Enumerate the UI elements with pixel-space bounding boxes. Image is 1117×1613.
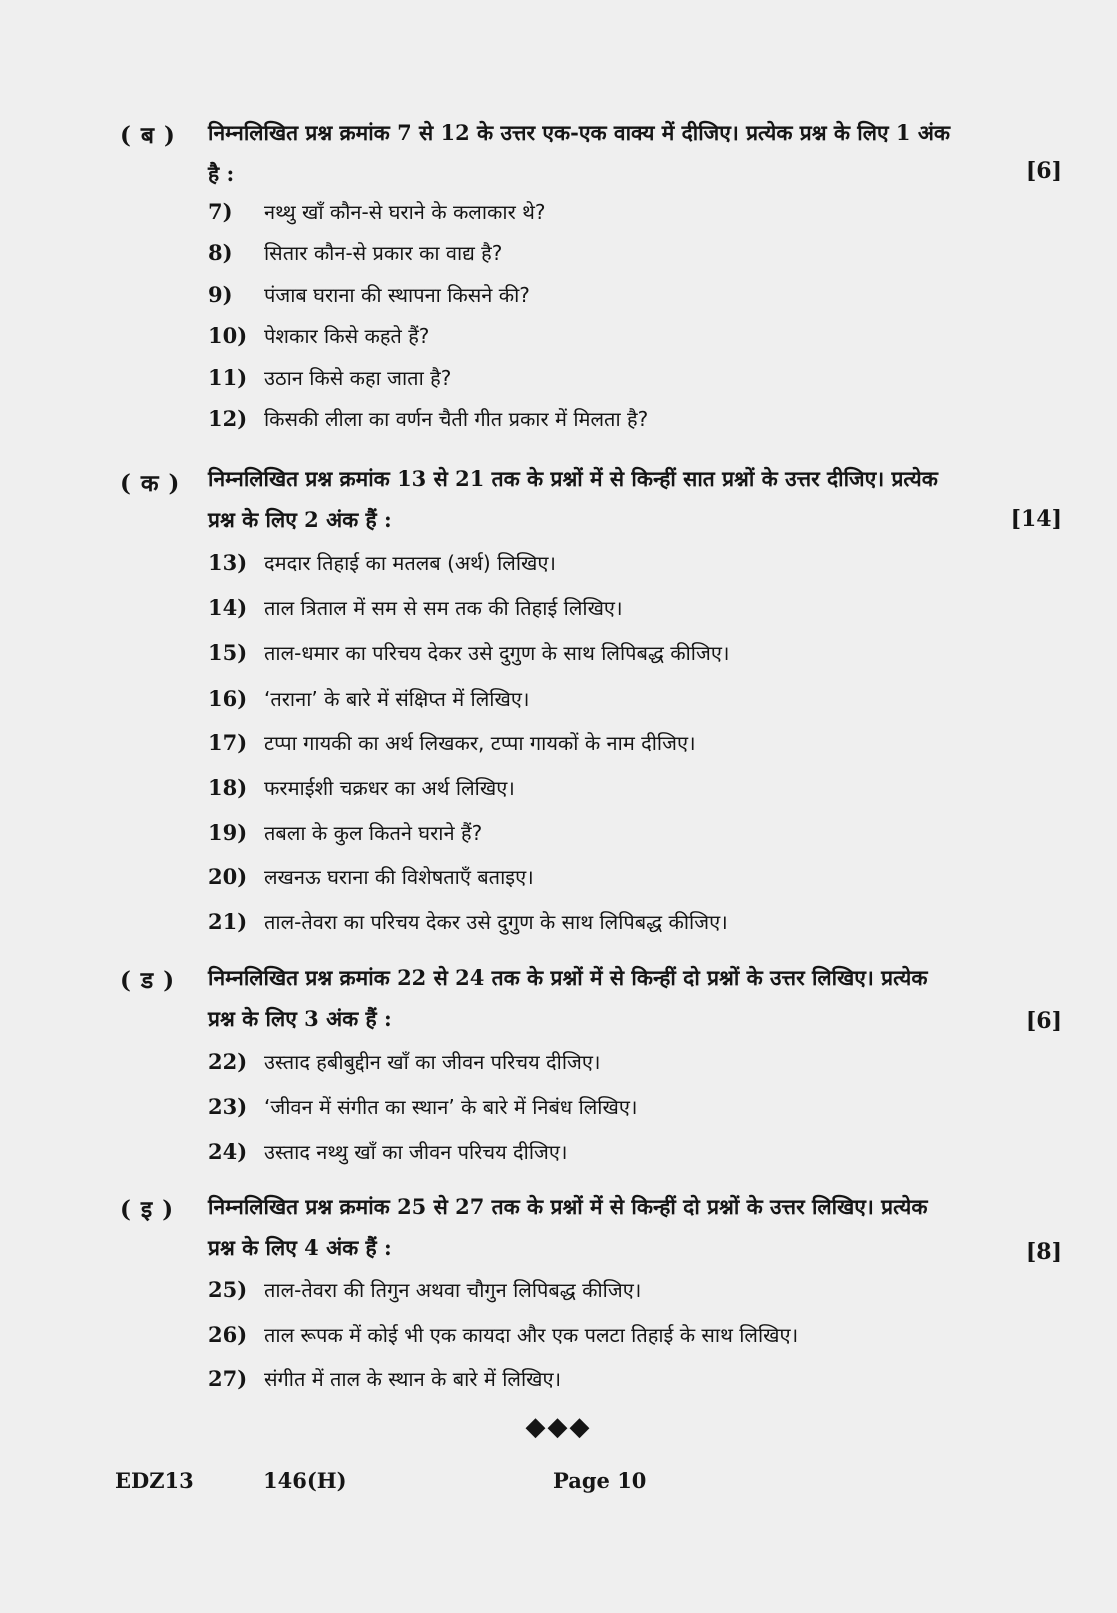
question-number: 12) xyxy=(208,406,248,431)
question-text: किसकी लीला का वर्णन चैती गीत प्रकार में मिलता है? xyxy=(264,407,649,431)
section-marks: [6] xyxy=(1025,158,1062,184)
question-15 xyxy=(208,638,1068,668)
question-17 xyxy=(208,728,1068,758)
question-16 xyxy=(208,684,1068,714)
question-text: ‘तराना’ के बारे में संक्षिप्त में लिखिए। xyxy=(264,687,530,711)
question-number: 10) xyxy=(208,323,248,348)
section-label: ( ब ) xyxy=(120,122,176,149)
end-marker: ◆◆◆ xyxy=(525,1412,592,1442)
question-20 xyxy=(208,862,1068,892)
question-text: टप्पा गायकी का अर्थ लिखकर, टप्पा गायकों के नाम दीजिए। xyxy=(264,731,696,755)
question-text: दमदार तिहाई का मतलब (अर्थ) लिखिए। xyxy=(264,551,557,575)
question-number: 8) xyxy=(208,240,233,265)
section-marks: [14] xyxy=(1010,506,1062,532)
question-19 xyxy=(208,818,1068,848)
question-number: 27) xyxy=(208,1366,248,1391)
question-text: उस्ताद हबीबुद्दीन खाँ का जीवन परिचय दीजिए। xyxy=(264,1050,601,1074)
question-13 xyxy=(208,548,1068,578)
question-text: तबला के कुल कितने घराने हैं? xyxy=(264,821,483,845)
footer-paper: 146(H) xyxy=(263,1468,347,1493)
question-text: संगीत में ताल के स्थान के बारे में लिखिए। xyxy=(264,1367,562,1391)
question-21 xyxy=(208,907,1068,937)
section-instruction: निम्नलिखित प्रश्न क्रमांक 22 से 24 तक के प्रश्नों में से किन्हीं दो प्रश्नों के उत्तर लिखिए। प्रत्येक प्रश्न के लिए 3 अंक हैं : xyxy=(208,965,928,1031)
question-text: सितार कौन-से प्रकार का वाद्य है? xyxy=(264,241,503,265)
question-24 xyxy=(208,1137,1068,1167)
question-text: ताल-तेवरा की तिगुन अथवा चौगुन लिपिबद्ध कीजिए। xyxy=(264,1278,642,1302)
question-9 xyxy=(208,280,1068,310)
question-14 xyxy=(208,593,1068,623)
question-23 xyxy=(208,1092,1068,1122)
question-number: 14) xyxy=(208,595,248,620)
section-label: ( इ ) xyxy=(120,1196,175,1223)
section-marks: [8] xyxy=(1025,1239,1062,1265)
question-text: नथ्थु खाँ कौन-से घराने के कलाकार थे? xyxy=(264,200,546,224)
question-number: 26) xyxy=(208,1322,248,1347)
question-18 xyxy=(208,773,1068,803)
section-marks: [6] xyxy=(1025,1008,1062,1034)
question-text: ताल-तेवरा का परिचय देकर उसे दुगुण के साथ लिपिबद्ध कीजिए। xyxy=(264,910,728,934)
section-instruction: निम्नलिखित प्रश्न क्रमांक 13 से 21 तक के प्रश्नों में से किन्हीं सात प्रश्नों के उत्तर दीजिए। प्रत्येक प्रश्न के लिए 2 अंक हैं : xyxy=(208,466,938,532)
footer-code: EDZ13 xyxy=(115,1468,194,1493)
question-text: फरमाईशी चक्रधर का अर्थ लिखिए। xyxy=(264,776,515,800)
question-number: 21) xyxy=(208,909,248,934)
question-text: पंजाब घराना की स्थापना किसने की? xyxy=(264,283,530,307)
section-instruction: निम्नलिखित प्रश्न क्रमांक 25 से 27 तक के प्रश्नों में से किन्हीं दो प्रश्नों के उत्तर लिखिए। प्रत्येक प्रश्न के लिए 4 अंक हैं : xyxy=(208,1194,928,1260)
question-number: 20) xyxy=(208,864,248,889)
question-10 xyxy=(208,321,1068,351)
question-number: 22) xyxy=(208,1049,248,1074)
question-number: 17) xyxy=(208,730,248,755)
question-number: 25) xyxy=(208,1277,248,1302)
section-label: ( ड ) xyxy=(120,967,176,994)
question-25 xyxy=(208,1275,1068,1305)
question-number: 13) xyxy=(208,550,248,575)
section-label: ( क ) xyxy=(120,470,181,497)
question-text: उठान किसे कहा जाता है? xyxy=(264,366,452,390)
question-text: ताल-धमार का परिचय देकर उसे दुगुण के साथ लिपिबद्ध कीजिए। xyxy=(264,641,730,665)
question-22 xyxy=(208,1047,1068,1077)
question-number: 19) xyxy=(208,820,248,845)
footer-page: Page 10 xyxy=(553,1468,647,1493)
question-11 xyxy=(208,363,1068,393)
question-number: 15) xyxy=(208,640,248,665)
question-number: 24) xyxy=(208,1139,248,1164)
question-text: ‘जीवन में संगीत का स्थान’ के बारे में निबंध लिखिए। xyxy=(264,1095,638,1119)
question-8 xyxy=(208,238,1068,268)
question-12 xyxy=(208,404,1068,434)
question-number: 23) xyxy=(208,1094,248,1119)
section-instruction: निम्नलिखित प्रश्न क्रमांक 7 से 12 के उत्तर एक-एक वाक्य में दीजिए। प्रत्येक प्रश्न के लिए 1 अंक है : xyxy=(208,120,951,186)
question-text: पेशकार किसे कहते हैं? xyxy=(264,324,430,348)
question-text: ताल रूपक में कोई भी एक कायदा और एक पलटा तिहाई के साथ लिखिए। xyxy=(264,1323,799,1347)
question-27 xyxy=(208,1364,1068,1394)
question-26 xyxy=(208,1320,1068,1350)
question-text: ताल त्रिताल में सम से सम तक की तिहाई लिखिए। xyxy=(264,596,623,620)
question-7 xyxy=(208,197,1068,227)
question-number: 9) xyxy=(208,282,233,307)
question-number: 18) xyxy=(208,775,248,800)
question-text: उस्ताद नथ्थु खाँ का जीवन परिचय दीजिए। xyxy=(264,1140,568,1164)
question-text: लखनऊ घराना की विशेषताएँ बताइए। xyxy=(264,865,534,889)
question-number: 11) xyxy=(208,365,248,390)
question-number: 16) xyxy=(208,686,248,711)
question-number: 7) xyxy=(208,199,233,224)
